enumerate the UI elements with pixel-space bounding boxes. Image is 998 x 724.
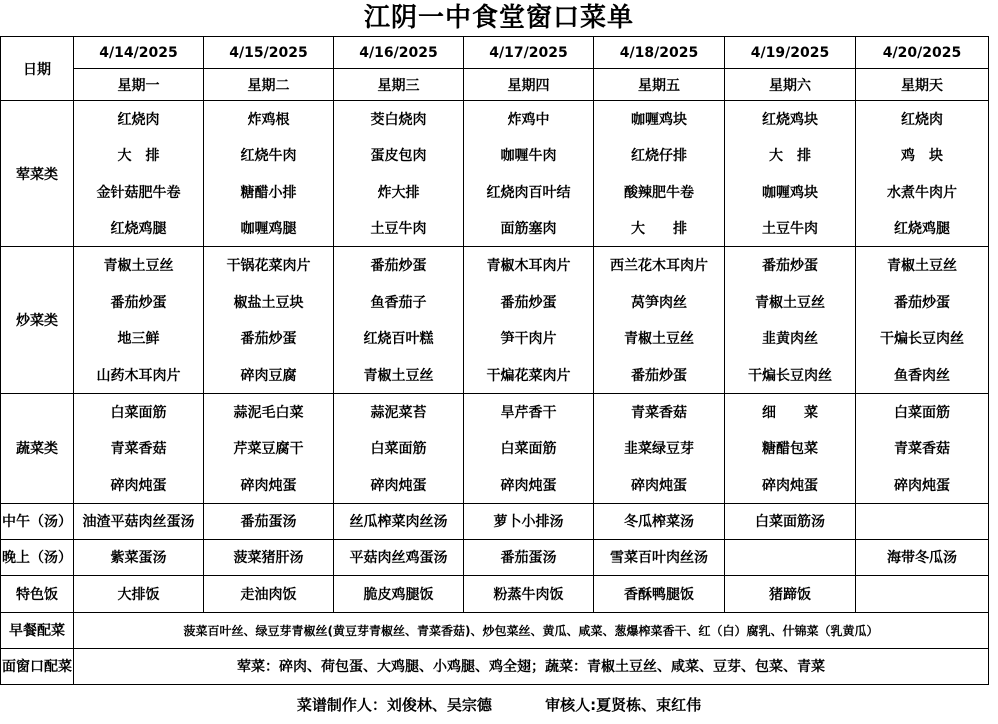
dish-cell: 青椒土豆丝 bbox=[74, 247, 204, 284]
noodle-window-label: 面窗口配菜 bbox=[1, 648, 74, 684]
dish-cell: 红烧肉 bbox=[856, 101, 989, 138]
dish-row bbox=[1, 247, 989, 284]
weekday-cell: 星期一 bbox=[74, 69, 204, 101]
soup-noon-label: 中午（汤） bbox=[1, 503, 74, 539]
dish-cell: 红烧鸡块 bbox=[725, 101, 856, 138]
dish-cell: 菠菜猪肝汤 bbox=[204, 539, 334, 575]
dish-cell: 白菜面筋 bbox=[464, 430, 594, 467]
noodle-window-row bbox=[1, 648, 989, 684]
dish-cell: 芹菜豆腐干 bbox=[204, 430, 334, 467]
dish-cell: 咖喱鸡块 bbox=[594, 101, 725, 138]
dish-cell: 碎肉豆腐 bbox=[204, 357, 334, 394]
dish-row bbox=[1, 283, 989, 320]
date-cell: 4/15/2025 bbox=[204, 37, 334, 69]
dish-cell: 咖喱鸡块 bbox=[725, 174, 856, 211]
category-label: 荤菜类 bbox=[1, 101, 74, 247]
dish-cell: 粉蒸牛肉饭 bbox=[464, 575, 594, 612]
date-cell: 4/18/2025 bbox=[594, 37, 725, 69]
dish-row bbox=[1, 137, 989, 174]
dish-cell: 土豆牛肉 bbox=[334, 210, 464, 247]
dish-cell: 碎肉炖蛋 bbox=[74, 467, 204, 504]
dish-cell: 红烧鸡腿 bbox=[856, 210, 989, 247]
dish-cell: 白菜面筋汤 bbox=[725, 503, 856, 539]
special-rice-label: 特色饭 bbox=[1, 575, 74, 612]
dish-cell: 红烧肉 bbox=[74, 101, 204, 138]
soup-evening-row bbox=[1, 539, 989, 575]
dish-cell: 青椒土豆丝 bbox=[594, 320, 725, 357]
dish-cell: 鱼香茄子 bbox=[334, 283, 464, 320]
breakfast-sides: 菠菜百叶丝、绿豆芽青椒丝(黄豆芽青椒丝、青菜香菇)、炒包菜丝、黄瓜、咸菜、葱爆榨菜香干、红（白）腐乳、什锦菜（乳黄瓜） bbox=[74, 612, 989, 648]
dish-cell: 丝瓜榨菜肉丝汤 bbox=[334, 503, 464, 539]
dish-cell: 番茄炒蛋 bbox=[856, 283, 989, 320]
dish-cell: 西兰花木耳肉片 bbox=[594, 247, 725, 284]
noodle-window-sides: 荤菜：碎肉、荷包蛋、大鸡腿、小鸡腿、鸡全翅；蔬菜：青椒土豆丝、咸菜、豆芽、包菜、青菜 bbox=[74, 648, 989, 684]
dish-cell: 干煸长豆肉丝 bbox=[725, 357, 856, 394]
dish-cell: 茭白烧肉 bbox=[334, 101, 464, 138]
dish-cell: 平菇肉丝鸡蛋汤 bbox=[334, 539, 464, 575]
dish-cell: 山药木耳肉片 bbox=[74, 357, 204, 394]
dish-cell: 青菜香菇 bbox=[856, 430, 989, 467]
dish-cell: 炸大排 bbox=[334, 174, 464, 211]
menu-maker: 菜谱制作人：刘俊林、吴宗德 bbox=[296, 696, 492, 714]
dish-cell: 酸辣肥牛卷 bbox=[594, 174, 725, 211]
weekday-cell: 星期三 bbox=[334, 69, 464, 101]
soup-noon-row bbox=[1, 503, 989, 539]
dish-cell: 椒盐土豆块 bbox=[204, 283, 334, 320]
dish-cell: 大 排 bbox=[725, 137, 856, 174]
category-label: 蔬菜类 bbox=[1, 394, 74, 504]
dish-cell: 红烧仔排 bbox=[594, 137, 725, 174]
dish-cell: 干锅花菜肉片 bbox=[204, 247, 334, 284]
dish-cell: 炸鸡中 bbox=[464, 101, 594, 138]
dish-cell: 碎肉炖蛋 bbox=[856, 467, 989, 504]
dish-cell: 雪菜百叶肉丝汤 bbox=[594, 539, 725, 575]
dish-cell: 番茄炒蛋 bbox=[464, 283, 594, 320]
dish-cell: 走油肉饭 bbox=[204, 575, 334, 612]
dish-cell: 面筋塞肉 bbox=[464, 210, 594, 247]
dish-cell: 白菜面筋 bbox=[74, 394, 204, 431]
date-cell: 4/17/2025 bbox=[464, 37, 594, 69]
menu-reviewer: 审核人:夏贤栋、束红伟 bbox=[545, 696, 702, 714]
special-rice-row bbox=[1, 575, 989, 612]
date-cell: 4/16/2025 bbox=[334, 37, 464, 69]
weekday-cell: 星期天 bbox=[856, 69, 989, 101]
breakfast-label: 早餐配菜 bbox=[1, 612, 74, 648]
date-label: 日期 bbox=[1, 37, 74, 101]
dish-cell: 青椒土豆丝 bbox=[856, 247, 989, 284]
dish-cell: 咖喱牛肉 bbox=[464, 137, 594, 174]
dish-cell: 干煸长豆肉丝 bbox=[856, 320, 989, 357]
dish-cell: 鱼香肉丝 bbox=[856, 357, 989, 394]
dish-cell: 蛋皮包肉 bbox=[334, 137, 464, 174]
dish-cell: 旱芹香干 bbox=[464, 394, 594, 431]
dish-cell: 海带冬瓜汤 bbox=[856, 539, 989, 575]
dish-cell bbox=[725, 539, 856, 575]
dish-cell: 香酥鸭腿饭 bbox=[594, 575, 725, 612]
dish-cell: 番茄蛋汤 bbox=[464, 539, 594, 575]
weekday-cell: 星期五 bbox=[594, 69, 725, 101]
dish-cell: 糖醋小排 bbox=[204, 174, 334, 211]
dish-cell: 红烧百叶糕 bbox=[334, 320, 464, 357]
dish-row bbox=[1, 101, 989, 138]
page-title: 江阴一中食堂窗口菜单 bbox=[363, 3, 634, 33]
dish-cell: 番茄蛋汤 bbox=[204, 503, 334, 539]
dish-cell bbox=[856, 575, 989, 612]
dish-cell: 冬瓜榨菜汤 bbox=[594, 503, 725, 539]
dish-cell: 碎肉炖蛋 bbox=[334, 467, 464, 504]
dish-cell: 红烧肉百叶结 bbox=[464, 174, 594, 211]
dish-cell: 青菜香菇 bbox=[74, 430, 204, 467]
dish-cell: 白菜面筋 bbox=[856, 394, 989, 431]
dish-cell: 土豆牛肉 bbox=[725, 210, 856, 247]
dish-cell: 红烧鸡腿 bbox=[74, 210, 204, 247]
dish-cell: 大 排 bbox=[74, 137, 204, 174]
dish-cell: 番茄炒蛋 bbox=[204, 320, 334, 357]
dish-cell: 蒜泥毛白菜 bbox=[204, 394, 334, 431]
dish-cell: 脆皮鸡腿饭 bbox=[334, 575, 464, 612]
dish-cell: 细 菜 bbox=[725, 394, 856, 431]
dish-row bbox=[1, 467, 989, 504]
weekday-cell: 星期四 bbox=[464, 69, 594, 101]
weekday-cell: 星期二 bbox=[204, 69, 334, 101]
dish-cell: 番茄炒蛋 bbox=[594, 357, 725, 394]
weekday-row bbox=[1, 69, 989, 101]
dish-cell: 青菜香菇 bbox=[594, 394, 725, 431]
dish-cell: 白菜面筋 bbox=[334, 430, 464, 467]
dish-cell: 莴笋肉丝 bbox=[594, 283, 725, 320]
date-cell: 4/19/2025 bbox=[725, 37, 856, 69]
dish-cell bbox=[856, 503, 989, 539]
dish-cell: 金针菇肥牛卷 bbox=[74, 174, 204, 211]
dish-cell: 韭黄肉丝 bbox=[725, 320, 856, 357]
dish-cell: 水煮牛肉片 bbox=[856, 174, 989, 211]
dish-cell: 蒜泥菜苔 bbox=[334, 394, 464, 431]
dish-row bbox=[1, 430, 989, 467]
footer bbox=[0, 690, 998, 720]
dish-cell: 地三鲜 bbox=[74, 320, 204, 357]
dish-row bbox=[1, 394, 989, 431]
dish-cell: 大 排 bbox=[594, 210, 725, 247]
weekday-cell: 星期六 bbox=[725, 69, 856, 101]
dish-cell: 萝卜小排汤 bbox=[464, 503, 594, 539]
dish-cell: 咖喱鸡腿 bbox=[204, 210, 334, 247]
dish-cell: 青椒土豆丝 bbox=[725, 283, 856, 320]
date-cell: 4/14/2025 bbox=[74, 37, 204, 69]
dish-cell: 碎肉炖蛋 bbox=[594, 467, 725, 504]
dish-cell: 紫菜蛋汤 bbox=[74, 539, 204, 575]
date-cell: 4/20/2025 bbox=[856, 37, 989, 69]
dish-row bbox=[1, 174, 989, 211]
dish-cell: 笋干肉片 bbox=[464, 320, 594, 357]
dish-cell: 猪蹄饭 bbox=[725, 575, 856, 612]
dish-cell: 炸鸡根 bbox=[204, 101, 334, 138]
dish-cell: 碎肉炖蛋 bbox=[464, 467, 594, 504]
dish-cell: 鸡 块 bbox=[856, 137, 989, 174]
dish-cell: 番茄炒蛋 bbox=[334, 247, 464, 284]
dish-cell: 油渣平菇肉丝蛋汤 bbox=[74, 503, 204, 539]
date-row bbox=[1, 37, 989, 69]
dish-row bbox=[1, 320, 989, 357]
dish-cell: 糖醋包菜 bbox=[725, 430, 856, 467]
dish-cell: 大排饭 bbox=[74, 575, 204, 612]
dish-cell: 碎肉炖蛋 bbox=[725, 467, 856, 504]
dish-row bbox=[1, 210, 989, 247]
dish-cell: 碎肉炖蛋 bbox=[204, 467, 334, 504]
dish-cell: 干煸花菜肉片 bbox=[464, 357, 594, 394]
dish-row bbox=[1, 357, 989, 394]
dish-cell: 番茄炒蛋 bbox=[74, 283, 204, 320]
dish-cell: 红烧牛肉 bbox=[204, 137, 334, 174]
dish-cell: 青椒木耳肉片 bbox=[464, 247, 594, 284]
soup-evening-label: 晚上（汤） bbox=[1, 539, 74, 575]
dish-cell: 番茄炒蛋 bbox=[725, 247, 856, 284]
breakfast-row bbox=[1, 612, 989, 648]
menu-table bbox=[0, 36, 989, 685]
category-label: 炒菜类 bbox=[1, 247, 74, 394]
dish-cell: 韭菜绿豆芽 bbox=[594, 430, 725, 467]
dish-cell: 青椒土豆丝 bbox=[334, 357, 464, 394]
